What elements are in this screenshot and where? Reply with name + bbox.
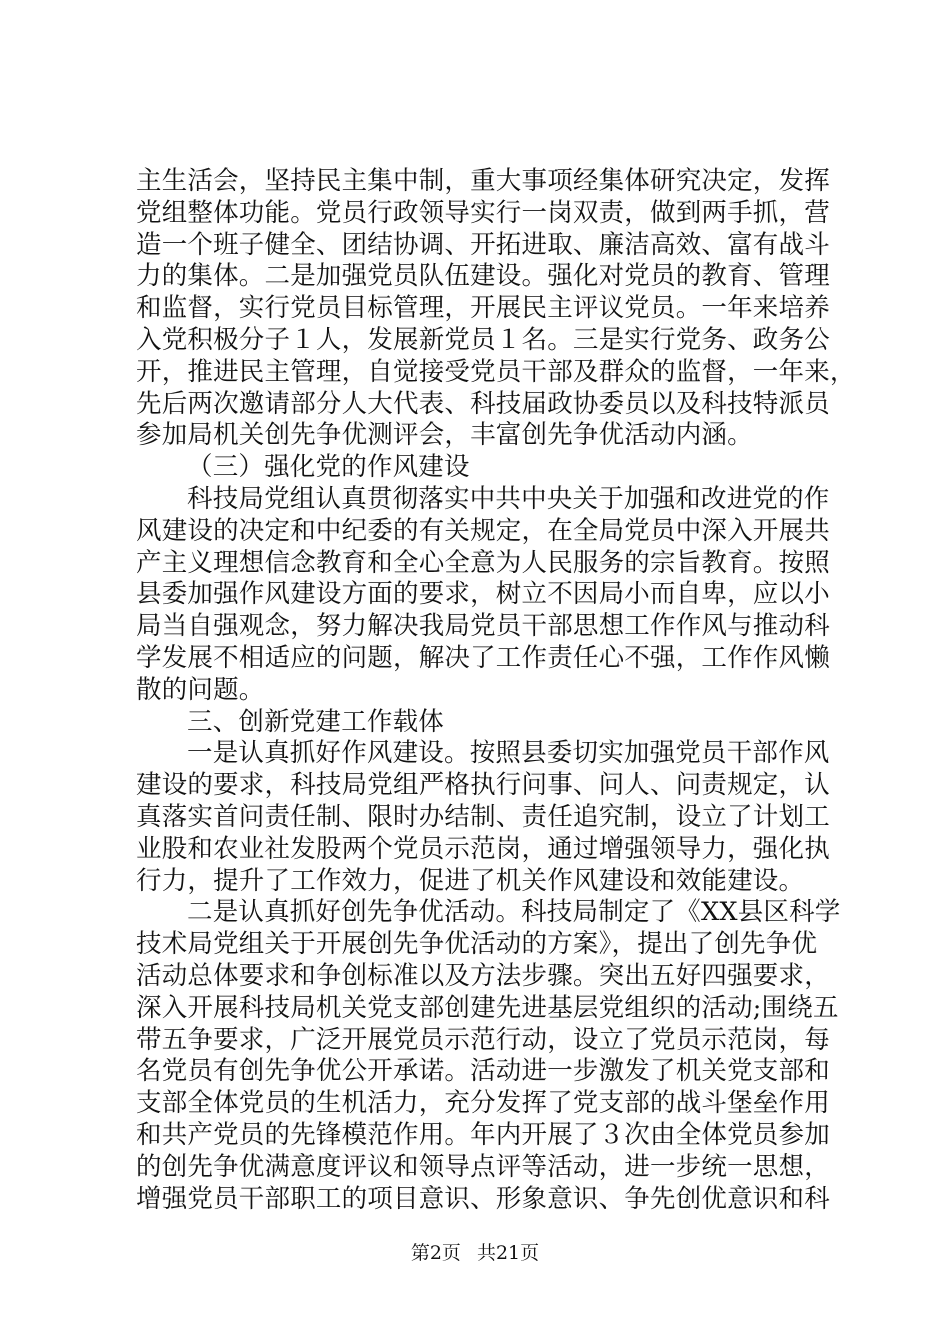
text-line: 局当自强观念，努力解决我局党员干部思想工作作风与推动科: [136, 611, 830, 642]
text-line: 散的问题。: [136, 674, 265, 705]
text-line: （三）强化党的作风建设: [187, 452, 470, 483]
text-line: 参加局机关创先争优测评会，丰富创先争优活动内涵。: [136, 420, 753, 451]
text-line: 活动总体要求和争创标准以及方法步骤。突出五好四强要求，: [136, 960, 830, 991]
text-line: 真落实首问责任制、限时办结制、责任追究制，设立了计划工: [136, 801, 830, 832]
text-line: 开，推进民主管理，自觉接受党员干部及群众的监督，一年来，: [136, 356, 856, 387]
text-line: 产主义理想信念教育和全心全意为人民服务的宗旨教育。按照: [136, 547, 830, 578]
text-line: 入党积极分子１人，发展新党员１名。三是实行党务、政务公: [136, 324, 830, 355]
text-line: 支部全体党员的生机活力，充分发挥了党支部的战斗堡垒作用: [136, 1088, 830, 1119]
text-line: 的创先争优满意度评议和领导点评等活动，进一步统一思想，: [136, 1151, 830, 1182]
text-line: 县委加强作风建设方面的要求，树立不因局小而自卑，应以小: [136, 579, 830, 610]
text-line: 主生活会，坚持民主集中制，重大事项经集体研究决定，发挥: [136, 166, 830, 196]
text-line: 业股和农业社发股两个党员示范岗，通过增强领导力，强化执: [136, 833, 830, 864]
text-line: 名党员有创先争优公开承诺。活动进一步激发了机关党支部和: [136, 1056, 830, 1087]
text-line: 造一个班子健全、团结协调、开拓进取、廉洁高效、富有战斗: [136, 229, 830, 260]
text-line: 和监督，实行党员目标管理，开展民主评议党员。一年来培养: [136, 293, 830, 324]
text-line: 先后两次邀请部分人大代表、科技届政协委员以及科技特派员: [136, 388, 830, 419]
page-total: 共21页: [476, 1242, 540, 1264]
page-footer: [0, 1241, 950, 1265]
text-line: 和共产党员的先锋模范作用。年内开展了３次由全体党员参加: [136, 1119, 830, 1150]
document-body: [136, 166, 856, 1215]
text-line: 行力，提升了工作效力，促进了机关作风建设和效能建设。: [136, 865, 805, 896]
text-line: 增强党员干部职工的项目意识、形象意识、争先创优意识和科: [136, 1183, 830, 1214]
text-line: 带五争要求，广泛开展党员示范行动，设立了党员示范岗，每: [136, 1024, 830, 1055]
text-line: 科技局党组认真贯彻落实中共中央关于加强和改进党的作: [187, 483, 830, 514]
text-line: 力的集体。二是加强党员队伍建设。强化对党员的教育、管理: [136, 261, 830, 292]
text-line: 深入开展科技局机关党支部创建先进基层党组织的活动;围绕五: [136, 992, 839, 1023]
text-line: 二是认真抓好创先争优活动。科技局制定了《XX县区科学: [187, 897, 841, 928]
text-line: 一是认真抓好作风建设。按照县委切实加强党员干部作风: [187, 738, 830, 769]
text-line: 党组整体功能。党员行政领导实行一岗双责，做到两手抓，营: [136, 197, 830, 228]
page-number: 第2页: [410, 1242, 461, 1264]
text-line: 风建设的决定和中纪委的有关规定，在全局党员中深入开展共: [136, 515, 830, 546]
text-line: 技术局党组关于开展创先争优活动的方案》，提出了创先争优: [136, 929, 818, 960]
text-line: 建设的要求，科技局党组严格执行问事、问人、问责规定，认: [136, 770, 830, 801]
text-line: 三、创新党建工作载体: [187, 706, 445, 737]
text-line: 学发展不相适应的问题，解决了工作责任心不强，工作作风懒: [136, 642, 830, 673]
